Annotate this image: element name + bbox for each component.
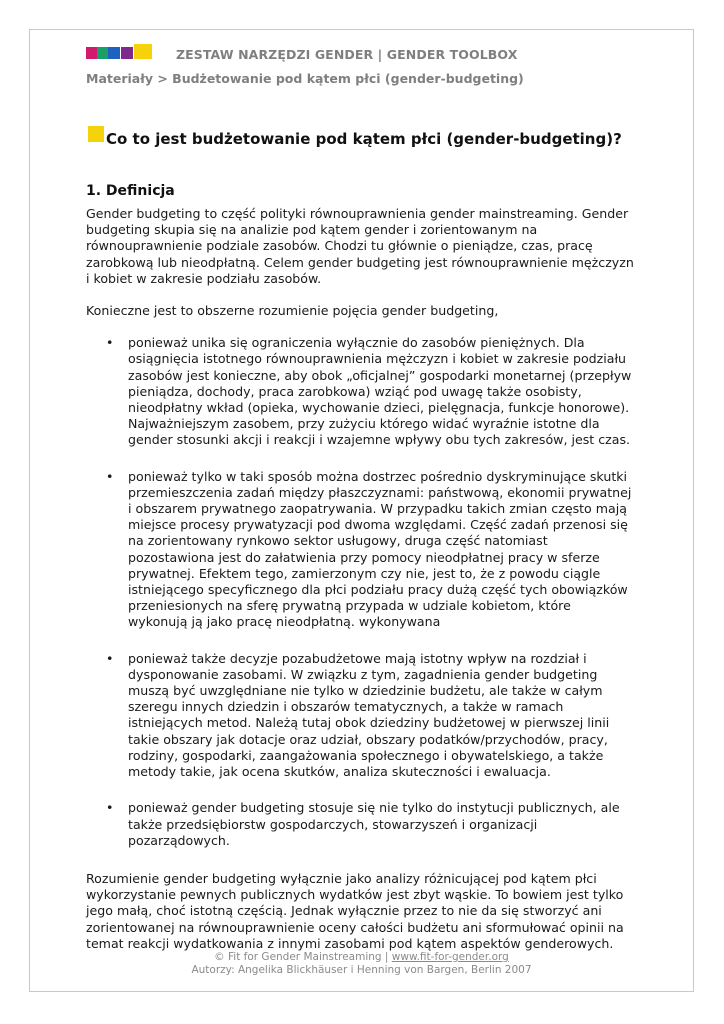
- paragraph-definition: Gender budgeting to część polityki równouprawnienia gender mainstreaming. Gender budgeting skupia się na analizie pod kątem gender i zorientowanym na równouprawnienie podziale zasobów. Chodzi tu głównie o pieniądze, czas, pracę zarobkową lub nieodpłatną. Celem gender budgeting jest równouprawnienie mężczyzn i kobiet w zakresie podziału zasobów.: [86, 206, 634, 286]
- footer-copyright: © Fit for Gender Mainstreaming |: [214, 951, 389, 963]
- paragraph-intro: Konieczne jest to obszerne rozumienie pojęcia gender budgeting,: [86, 303, 499, 319]
- logo-square-yellow: [134, 44, 152, 59]
- brand-title: ZESTAW NARZĘDZI GENDER | GENDER TOOLBOX: [176, 47, 518, 62]
- reasons-list: [86, 335, 634, 849]
- logo-square-blue: [108, 47, 120, 59]
- title-marker-icon: [88, 126, 104, 142]
- logo-square-purple: [121, 47, 133, 59]
- list-item-text: ponieważ tylko w taki sposób można dostrzec pośrednio dyskryminujące skutki przemieszczenia zadań między płaszczyznami: państwową, ekonomii prywatnej i obszarem prywatnego zaopatrywania. W przypadku takich zmian często mają miejsce procesy prywatyzacji pod dwoma względami. Część zadań przenosi się na zorientowany rynkowo sektor usługowy, druga część natomiast pozostawiona jest do załatwienia przy pomocy nieodpłatnej pracy w sferze prywatnej. Efektem tego, zamierzonym czy nie, jest to, że z powodu ciągle istniejącego specyficznego dla płci podziału pracy dużą część tych obowiązków przeniesionych na sferę prywatną przypada w udziale kobietom, które wykonują ją jako pracę nieodpłatną. wykonywana: [128, 468, 632, 630]
- list-item: [86, 651, 634, 781]
- list-item-text: ponieważ unika się ograniczenia wyłącznie do zasobów pieniężnych. Dla osiągnięcia istotnego równouprawnienia mężczyzn i kobiet w zakresie podziału zasobów jest konieczne, aby obok „oficjalnej” gospodarki monetarnej (przepływ pieniądza, dochody, praca zarobkowa) wziąć pod uwagę także osobisty, nieodpłatny wkład (opieka, wychowanie dzieci, pielęgnacja, funkcje honorowe). Najważniejszym zasobem, przy zużyciu którego widać wyraźnie istotne dla gender stosunki akcji i reakcji i wzajemne wpływy obu tych zakresów, jest czas.: [128, 335, 632, 448]
- list-item: [86, 469, 634, 631]
- section-body: [86, 206, 634, 968]
- list-item: [86, 335, 634, 448]
- footer-website-link[interactable]: www.fit-for-gender.org: [391, 951, 509, 963]
- breadcrumb: Materiały > Budżetowanie pod kątem płci (gender-budgeting): [86, 71, 524, 86]
- bullet-icon: •: [106, 800, 114, 816]
- page-title: Co to jest budżetowanie pod kątem płci (gender-budgeting)?: [106, 130, 622, 148]
- footer-authors: Autorzy: Angelika Blickhäuser i Henning von Bargen, Berlin 2007: [191, 964, 532, 976]
- list-item: [86, 800, 634, 849]
- footer-copyright-line: [29, 951, 694, 964]
- list-item-text: ponieważ także decyzje pozabudżetowe mają istotny wpływ na rozdział i dysponowanie zasobami. W związku z tym, zagadnienia gender budgeting muszą być uwzględniane nie tylko w dziedzinie budżetu, ale także w całym szeregu innych dziedzin i obszarów tematycznych, a także w ramach istniejących metod. Należą tutaj obok dziedziny budżetowej w pierwszej linii takie obszary jak dotacje oraz udział, obszary podatków/przychodów, pracy, rodziny, gospodarki, zaangażowania społecznego i obywatelskiego, a także metody takie, jak ocena skutków, analiza skuteczności i ewaluacja.: [128, 650, 610, 780]
- bullet-icon: •: [106, 335, 114, 351]
- gender-toolbox-logo: [86, 44, 152, 60]
- bullet-icon: •: [106, 468, 114, 484]
- list-item-text: ponieważ gender budgeting stosuje się nie tylko do instytucji publicznych, ale także przedsiębiorstw gospodarczych, stowarzyszeń i organizacji pozarządowych.: [128, 800, 620, 848]
- paragraph-closing: Rozumienie gender budgeting wyłącznie jako analizy różnicującej pod kątem płci wykorzystanie pewnych publicznych wydatków jest zbyt wąskie. To bowiem jest tylko jego małą, choć istotną częścią. Jednak wyłącznie przez to nie da się stworzyć ani zorientowanej na równouprawnienie oceny całości budżetu ani sformułować opinii na temat reakcji wydatkowania z innymi zasobami pod kątem aspektów genderowych.: [86, 870, 624, 951]
- section-heading: 1. Definicja: [86, 183, 175, 199]
- bullet-icon: •: [106, 650, 114, 666]
- page-footer: [29, 951, 694, 977]
